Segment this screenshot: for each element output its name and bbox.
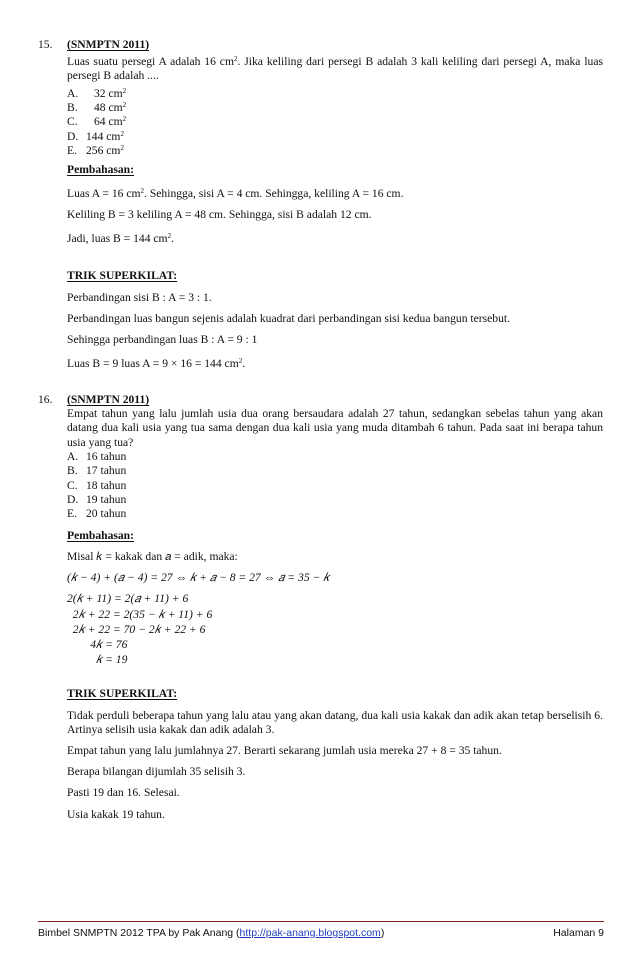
equation-step: 2𝑘 + 22 = 2(35 − 𝑘 + 11) + 6 — [67, 607, 213, 621]
question-body — [67, 393, 603, 822]
trik-line: Berapa bilangan dijumlah 35 selisih 3. — [67, 765, 246, 779]
option-d: D. 144 $cm^2$ — [67, 129, 124, 143]
option-e: E. 256 $cm^2$ — [67, 144, 124, 158]
trik-line: Sehingga perbandingan luas B : A = 9 : 1 — [67, 332, 258, 346]
trik-line: Tidak perduli beberapa tahun yang lalu atau yang akan datang, dua kali usia kakak dan adik akan tetap berselisih 6. Artinya selisih usia kakak dan adik adalah 3. — [67, 708, 603, 736]
options-list — [67, 450, 603, 522]
question-body — [67, 38, 603, 371]
page-number: Halaman 9 — [553, 927, 604, 939]
pembahasan-line: Misal 𝑘 = kakak dan 𝑎 = adik, maka: — [67, 549, 238, 563]
footer-divider — [38, 921, 604, 922]
trik-heading: TRIK SUPERKILAT: — [67, 687, 178, 701]
footer-title-end: ) — [380, 927, 385, 939]
option-d: D. 19 tahun — [67, 492, 127, 506]
pembahasan-heading: Pembahasan: — [67, 162, 134, 176]
trik-heading: TRIK SUPERKILAT: — [67, 269, 178, 283]
question-text: Luas suatu persegi A adalah 16 $cm^2$. Jika keliling dari persegi B adalah 3 kali keliling dari persegi A, maka luas persegi B adalah .... — [67, 55, 603, 83]
footer-link[interactable]: http://pak-anang.blogspot.com — [239, 927, 381, 939]
trik-line: Usia kakak 19 tahun. — [67, 807, 165, 821]
pembahasan-line: Luas A = 16 $cm^2$. Sehingga, sisi A = 4 cm. Sehingga, keliling A = 16 cm. — [67, 186, 404, 200]
option-b: B. 48 $cm^2$ — [67, 101, 127, 114]
option-a: A. 16 tahun — [67, 449, 127, 463]
equation-step: 𝑘 = 19 — [67, 653, 128, 667]
trik-line: Perbandingan luas bangun sejenis adalah kuadrat dari perbandingan sisi kedua bangun tersebut. — [67, 311, 511, 325]
question-source: (SNMPTN 2011) — [67, 393, 150, 406]
page-footer — [38, 927, 604, 939]
trik-line: Luas B = 9 luas A = 9 × 16 = 144 $cm^2$. — [67, 357, 246, 371]
footer-title: Bimbel SNMPTN 2012 TPA by Pak Anang ( — [38, 927, 240, 939]
pembahasan-heading: Pembahasan: — [67, 528, 134, 542]
option-c: C. 18 tahun — [67, 478, 127, 492]
equation-steps — [67, 592, 603, 668]
option-b: B. 17 tahun — [67, 464, 127, 478]
question-source: (SNMPTN 2011) — [67, 38, 150, 51]
options-list — [67, 84, 603, 156]
trik-line: Perbandingan sisi B : A = 3 : 1. — [67, 290, 212, 304]
equation-step: 2𝑘 + 22 = 70 − 2𝑘 + 22 + 6 — [67, 622, 206, 636]
pembahasan-line: Keliling B = 3 keliling A = 48 cm. Sehingga, sisi B adalah 12 cm. — [67, 207, 372, 221]
option-a: A. 32 $cm^2$ — [67, 86, 127, 100]
question-number: 15. — [38, 38, 53, 51]
trik-line: Empat tahun yang lalu jumlahnya 27. Berarti sekarang jumlah usia mereka 27 + 8 = 35 tahun. — [67, 743, 502, 757]
option-c: C. 64 $cm^2$ — [67, 115, 127, 129]
question-number: 16. — [38, 393, 53, 406]
equation-step: 2(𝑘 + 11) = 2(𝑎 + 11) + 6 — [67, 592, 189, 606]
equation-step: 4𝑘 = 76 — [67, 637, 128, 651]
trik-line: Pasti 19 dan 16. Selesai. — [67, 786, 180, 800]
question-text: Empat tahun yang lalu jumlah usia dua orang bersaudara adalah 27 tahun, sedangkan sebelas tahun yang akan datang dua kali usia yang tua sama dengan dua kali usia yang muda ditambah 6 tahun. Pada saat ini berapa tahun usia yang tua? — [67, 407, 603, 449]
equation-line: (𝑘 − 4) + (𝑎 − 4) = 27 ⇔ 𝑘 + 𝑎 − 8 = 27 ⇔ 𝑎 = 35 − 𝑘 — [67, 571, 330, 585]
option-e: E. 20 tahun — [67, 507, 127, 521]
pembahasan-line: Jadi, luas B = 144 $cm^2$. — [67, 232, 174, 246]
